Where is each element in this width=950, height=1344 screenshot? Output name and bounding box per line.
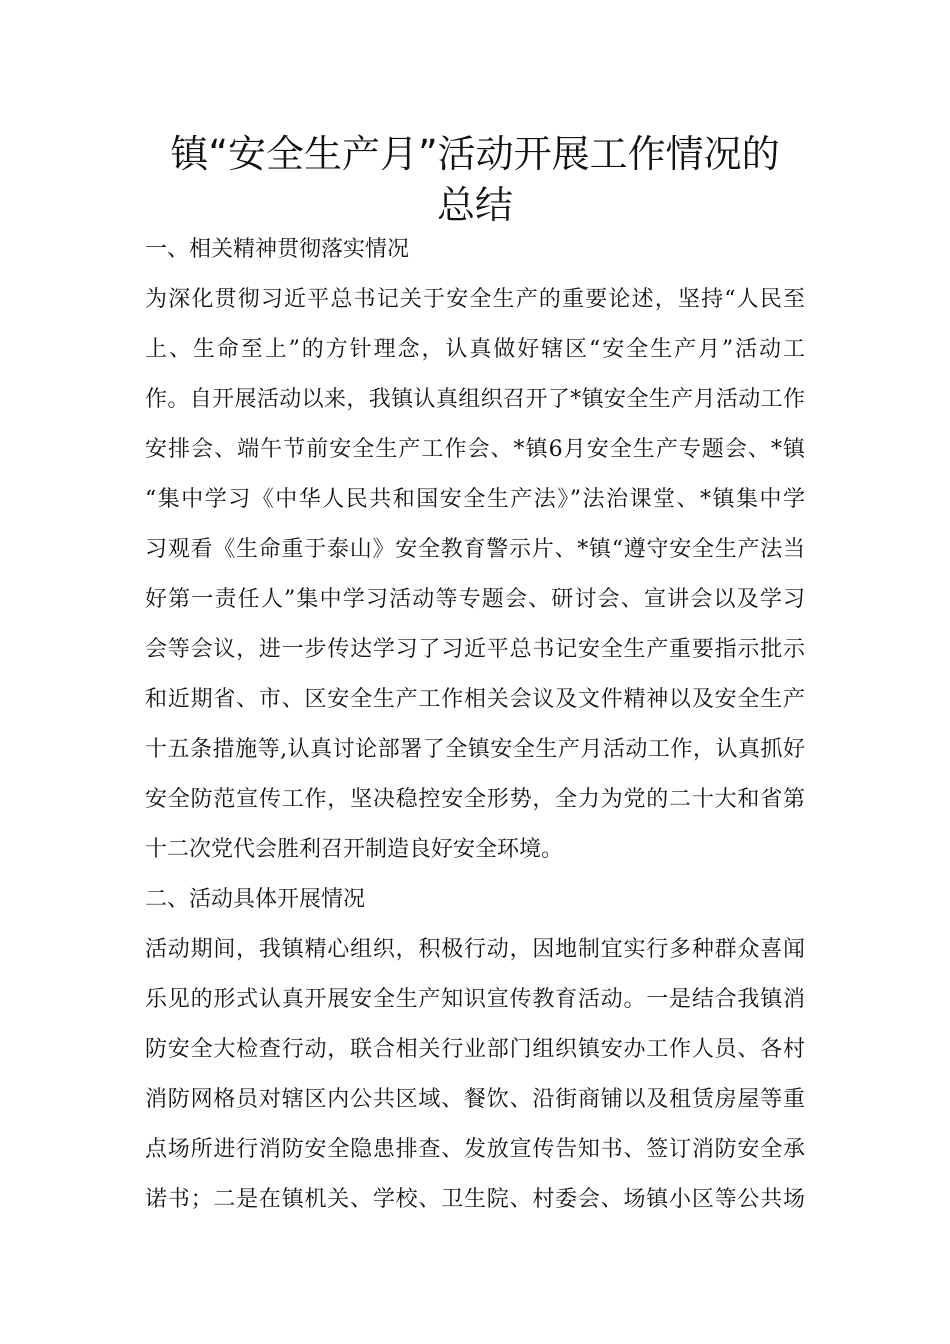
section-heading-1: 一、相关精神贯彻落实情况 — [145, 237, 410, 262]
paragraph-line: 作。自开展活动以来，我镇认真组织召开了*镇安全生产月活动工作 — [145, 387, 805, 412]
paragraph-line: 消防网格员对辖区内公共区域、餐饮、沿街商铺以及租赁房屋等重 — [145, 1087, 805, 1112]
paragraph-line: 会等会议，进一步传达学习了习近平总书记安全生产重要指示批示 — [145, 637, 805, 662]
paragraph-line: 乐见的形式认真开展安全生产知识宣传教育活动。一是结合我镇消 — [145, 987, 805, 1012]
document-title-line-2: 总结 — [436, 183, 513, 227]
paragraph-line: 防安全大检查行动，联合相关行业部门组织镇安办工作人员、各村 — [145, 1037, 805, 1062]
paragraph-line: 点场所进行消防安全隐患排查、发放宣传告知书、签订消防安全承 — [145, 1137, 805, 1162]
paragraph-line: 好第一责任人”集中学习活动等专题会、研讨会、宣讲会以及学习 — [145, 587, 805, 612]
paragraph-line: 为深化贯彻习近平总书记关于安全生产的重要论述，坚持“人民至 — [145, 287, 805, 312]
paragraph-line: 十二次党代会胜利召开制造良好安全环境。 — [145, 837, 564, 862]
paragraph-line: 上、生命至上”的方针理念，认真做好辖区“安全生产月”活动工 — [145, 337, 805, 362]
document-title-line-1: 镇“安全生产月”活动开展工作情况的 — [170, 132, 780, 176]
paragraph-line: 活动期间，我镇精心组织，积极行动，因地制宜实行多种群众喜闻 — [145, 937, 805, 962]
paragraph-line: 习观看《生命重于泰山》安全教育警示片、*镇“遵守安全生产法当 — [145, 537, 805, 562]
paragraph-line: 安排会、端午节前安全生产工作会、*镇6月安全生产专题会、*镇 — [145, 437, 805, 462]
paragraph-line: 诺书；二是在镇机关、学校、卫生院、村委会、场镇小区等公共场 — [145, 1187, 805, 1212]
section-heading-2: 二、活动具体开展情况 — [145, 887, 366, 912]
paragraph-line: 安全防范宣传工作，坚决稳控安全形势，全力为党的二十大和省第 — [145, 787, 805, 812]
paragraph-line: 十五条措施等,认真讨论部署了全镇安全生产月活动工作，认真抓好 — [145, 737, 805, 762]
paragraph-line: 和近期省、市、区安全生产工作相关会议及文件精神以及安全生产 — [145, 687, 805, 712]
paragraph-line: “集中学习《中华人民共和国安全生产法》”法治课堂、*镇集中学 — [145, 487, 805, 512]
